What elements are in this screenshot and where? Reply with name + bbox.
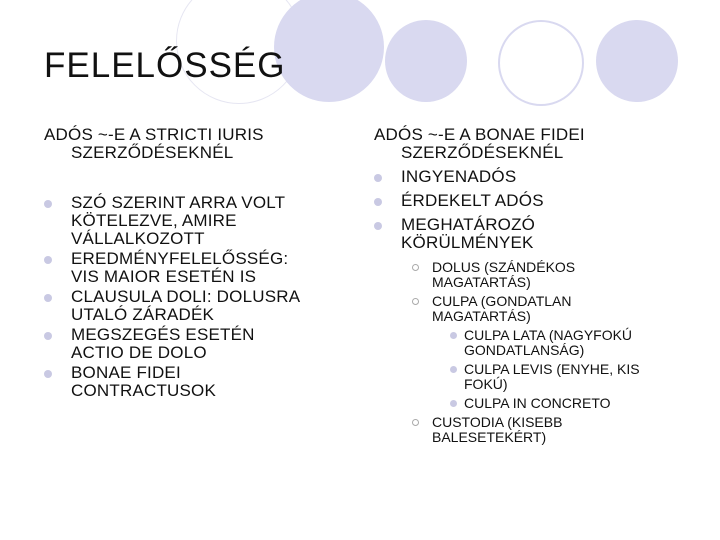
left-item-text: EREDMÉNYFELELŐSSÉG: [71,249,289,268]
left-item-text: MEGSZEGÉS ESETÉN [71,325,255,344]
bullet-icon [374,174,382,182]
left-item-text: UTALÓ ZÁRADÉK [71,305,215,324]
decor-circle-5 [596,20,678,102]
slide-title: FELELŐSSÉG [44,46,286,85]
right-item-text: INGYENADÓS [401,167,517,186]
right-subsubitem-text: CULPA LEVIS (ENYHE, KIS [464,361,640,377]
hollow-bullet-icon [412,419,419,426]
left-item-text: SZÓ SZERINT ARRA VOLT [71,193,286,212]
hollow-bullet-icon [412,298,419,305]
left-item-text: VIS MAIOR ESETÉN IS [71,267,257,286]
right-subitem [374,415,704,445]
right-subsubitem [374,396,704,411]
right-subsubitem [374,328,704,358]
right-subitem-text: CULPA (GONDATLAN [432,293,572,309]
right-subitem-text: DOLUS (SZÁNDÉKOS [432,259,576,275]
right-subsubitem-text: CULPA LATA (NAGYFOKÚ [464,327,633,343]
bullet-icon [44,294,52,302]
decor-circle-2 [274,0,384,102]
right-heading-line-1: ADÓS ~-E A BONAE FIDEI [374,125,585,144]
bullet-icon [44,332,52,340]
right-column [374,126,704,445]
right-subsubitem-text: CULPA IN CONCRETO [464,395,611,411]
left-item [44,326,364,362]
right-item [374,192,704,210]
right-item [374,168,704,186]
left-item-text: CONTRACTUSOK [71,381,217,400]
hollow-bullet-icon [412,264,419,271]
decor-circle-3 [385,20,467,102]
left-item-text: KÖTELEZVE, AMIRE [71,211,237,230]
left-heading-line-2: SZERZŐDÉSEKNÉL [71,143,234,162]
bullet-icon [450,400,457,407]
right-heading [374,126,704,162]
left-heading [44,126,364,162]
bullet-icon [374,198,382,206]
right-heading-line-2: SZERZŐDÉSEKNÉL [401,143,564,162]
right-item-text: KÖRÜLMÉNYEK [401,233,534,252]
right-subitem-text: MAGATARTÁS) [432,308,531,324]
bullet-icon [374,222,382,230]
left-column [44,126,364,400]
right-item [374,216,704,252]
left-item [44,194,364,248]
right-item-text: ÉRDEKELT ADÓS [401,191,544,210]
right-subitem-text: BALESETEKÉRT) [432,429,547,445]
right-subitem-text: MAGATARTÁS) [432,274,531,290]
right-subsubitem-text: GONDATLANSÁG) [464,342,585,358]
bullet-icon [44,370,52,378]
right-subsubitem-text: FOKÚ) [464,376,508,392]
right-subitem [374,294,704,324]
left-item-text: BONAE FIDEI [71,363,181,382]
right-subitem-text: CUSTODIA (KISEBB [432,414,563,430]
decor-circle-4 [498,20,584,106]
left-item-text: CLAUSULA DOLI: DOLUSRA [71,287,301,306]
left-item [44,364,364,400]
left-item-text: ACTIO DE DOLO [71,343,207,362]
left-heading-line-1: ADÓS ~-E A STRICTI IURIS [44,125,264,144]
left-item-text: VÁLLALKOZOTT [71,229,205,248]
right-subitem [374,260,704,290]
bullet-icon [44,256,52,264]
right-item-text: MEGHATÁROZÓ [401,215,536,234]
bullet-icon [44,200,52,208]
right-subsubitem [374,362,704,392]
bullet-icon [450,332,457,339]
left-item [44,288,364,324]
left-item [44,250,364,286]
bullet-icon [450,366,457,373]
